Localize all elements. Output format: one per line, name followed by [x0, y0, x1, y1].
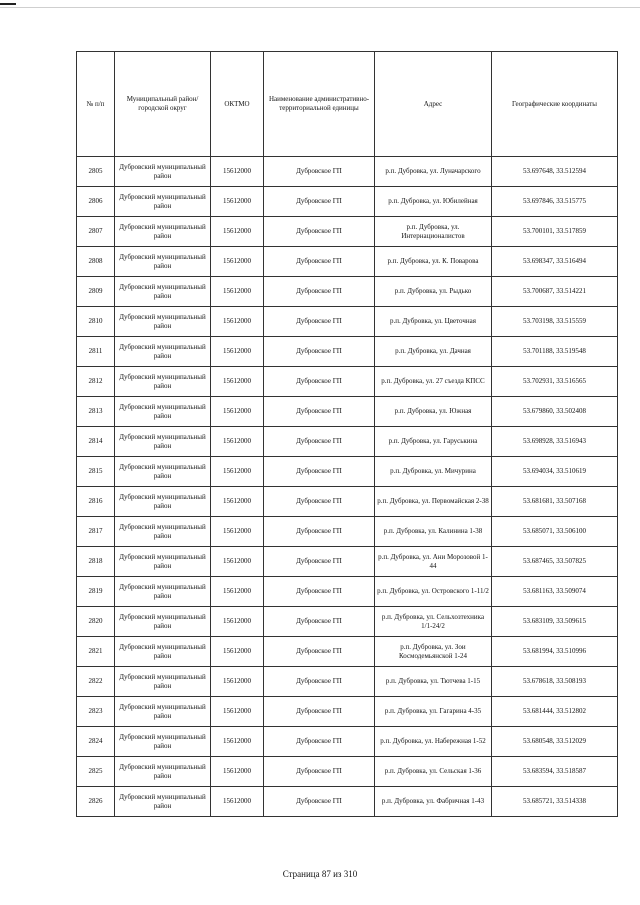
cell-coordinates: 53.685721, 33.514338	[492, 787, 618, 817]
cell-district: Дубровский муниципальный район	[115, 697, 211, 727]
cell-address: р.п. Дубровка, ул. Южная	[375, 397, 492, 427]
table-row	[77, 367, 618, 397]
table-row	[77, 457, 618, 487]
cell-oktmo: 15612000	[211, 277, 264, 307]
cell-row-number: 2826	[77, 787, 115, 817]
table-row	[77, 577, 618, 607]
cell-oktmo: 15612000	[211, 247, 264, 277]
cell-oktmo: 15612000	[211, 337, 264, 367]
cell-district: Дубровский муниципальный район	[115, 397, 211, 427]
cell-oktmo: 15612000	[211, 727, 264, 757]
cell-row-number: 2816	[77, 487, 115, 517]
cell-address: р.п. Дубровка, ул. Тютчева 1-15	[375, 667, 492, 697]
cell-district: Дубровский муниципальный район	[115, 547, 211, 577]
cell-oktmo: 15612000	[211, 457, 264, 487]
cell-address: р.п. Дубровка, ул. Сельхозтехника 1/1-24/2	[375, 607, 492, 637]
cell-admin-unit: Дубровское ГП	[264, 667, 375, 697]
cell-address: р.п. Дубровка, ул. Гагарина 4-35	[375, 697, 492, 727]
cell-district: Дубровский муниципальный район	[115, 607, 211, 637]
cell-oktmo: 15612000	[211, 637, 264, 667]
cell-address: р.п. Дубровка, ул. Мичурина	[375, 457, 492, 487]
cell-oktmo: 15612000	[211, 787, 264, 817]
cell-district: Дубровский муниципальный район	[115, 757, 211, 787]
cell-row-number: 2812	[77, 367, 115, 397]
cell-district: Дубровский муниципальный район	[115, 667, 211, 697]
page-number: Страница 87 из 310	[282, 869, 358, 879]
cell-district: Дубровский муниципальный район	[115, 337, 211, 367]
cell-coordinates: 53.679860, 33.502408	[492, 397, 618, 427]
cell-address: р.п. Дубровка, ул. Интернационалистов	[375, 217, 492, 247]
cell-oktmo: 15612000	[211, 157, 264, 187]
cell-row-number: 2821	[77, 637, 115, 667]
cell-row-number: 2811	[77, 337, 115, 367]
cell-row-number: 2809	[77, 277, 115, 307]
cell-address: р.п. Дубровка, ул. Юбилейная	[375, 187, 492, 217]
cell-row-number: 2817	[77, 517, 115, 547]
cell-oktmo: 15612000	[211, 307, 264, 337]
cell-coordinates: 53.681444, 33.512802	[492, 697, 618, 727]
cell-admin-unit: Дубровское ГП	[264, 277, 375, 307]
cell-row-number: 2824	[77, 727, 115, 757]
cell-admin-unit: Дубровское ГП	[264, 397, 375, 427]
cell-coordinates: 53.697846, 33.515775	[492, 187, 618, 217]
cell-address: р.п. Дубровка, ул. Калинина 1-38	[375, 517, 492, 547]
cell-row-number: 2805	[77, 157, 115, 187]
cell-admin-unit: Дубровское ГП	[264, 157, 375, 187]
cell-row-number: 2822	[77, 667, 115, 697]
cell-row-number: 2819	[77, 577, 115, 607]
cell-admin-unit: Дубровское ГП	[264, 487, 375, 517]
cell-district: Дубровский муниципальный район	[115, 487, 211, 517]
cell-address: р.п. Дубровка, ул. Дачная	[375, 337, 492, 367]
cell-coordinates: 53.681681, 33.507168	[492, 487, 618, 517]
cell-address: р.п. Дубровка, ул. 27 съезда КПСС	[375, 367, 492, 397]
header-number: № п/п	[77, 52, 115, 157]
cell-row-number: 2807	[77, 217, 115, 247]
header-district: Муниципальный район/городской округ	[115, 52, 211, 157]
cell-coordinates: 53.680548, 33.512029	[492, 727, 618, 757]
cell-coordinates: 53.698347, 33.516494	[492, 247, 618, 277]
cell-admin-unit: Дубровское ГП	[264, 517, 375, 547]
registry-table	[76, 51, 618, 817]
cell-district: Дубровский муниципальный район	[115, 787, 211, 817]
cell-address: р.п. Дубровка, ул. Островского 1-11/2	[375, 577, 492, 607]
cell-coordinates: 53.685071, 33.506100	[492, 517, 618, 547]
cell-coordinates: 53.700101, 33.517859	[492, 217, 618, 247]
cell-row-number: 2810	[77, 307, 115, 337]
table-row	[77, 247, 618, 277]
cell-district: Дубровский муниципальный район	[115, 577, 211, 607]
cell-admin-unit: Дубровское ГП	[264, 727, 375, 757]
cell-coordinates: 53.681163, 33.509074	[492, 577, 618, 607]
header-oktmo: ОКТМО	[211, 52, 264, 157]
cell-oktmo: 15612000	[211, 697, 264, 727]
cell-row-number: 2806	[77, 187, 115, 217]
cell-admin-unit: Дубровское ГП	[264, 247, 375, 277]
header-address: Адрес	[375, 52, 492, 157]
cell-coordinates: 53.702931, 33.516565	[492, 367, 618, 397]
corner-mark	[0, 3, 16, 5]
table-row	[77, 337, 618, 367]
cell-address: р.п. Дубровка, ул. Рыдько	[375, 277, 492, 307]
table-row	[77, 187, 618, 217]
cell-district: Дубровский муниципальный район	[115, 307, 211, 337]
cell-oktmo: 15612000	[211, 547, 264, 577]
cell-admin-unit: Дубровское ГП	[264, 217, 375, 247]
cell-address: р.п. Дубровка, ул. Набережная 1-52	[375, 727, 492, 757]
table-row	[77, 157, 618, 187]
cell-oktmo: 15612000	[211, 487, 264, 517]
cell-admin-unit: Дубровское ГП	[264, 637, 375, 667]
cell-address: р.п. Дубровка, ул. Гаруськина	[375, 427, 492, 457]
cell-district: Дубровский муниципальный район	[115, 517, 211, 547]
table-row	[77, 517, 618, 547]
cell-district: Дубровский муниципальный район	[115, 637, 211, 667]
cell-row-number: 2813	[77, 397, 115, 427]
table-row	[77, 757, 618, 787]
cell-oktmo: 15612000	[211, 577, 264, 607]
cell-row-number: 2808	[77, 247, 115, 277]
table-row	[77, 787, 618, 817]
cell-district: Дубровский муниципальный район	[115, 457, 211, 487]
table-header-row	[77, 52, 618, 157]
cell-oktmo: 15612000	[211, 667, 264, 697]
cell-coordinates: 53.683594, 33.518587	[492, 757, 618, 787]
table-row	[77, 307, 618, 337]
cell-oktmo: 15612000	[211, 757, 264, 787]
cell-oktmo: 15612000	[211, 217, 264, 247]
cell-admin-unit: Дубровское ГП	[264, 457, 375, 487]
cell-district: Дубровский муниципальный район	[115, 157, 211, 187]
cell-oktmo: 15612000	[211, 397, 264, 427]
table-row	[77, 637, 618, 667]
cell-admin-unit: Дубровское ГП	[264, 787, 375, 817]
cell-coordinates: 53.698928, 33.516943	[492, 427, 618, 457]
cell-coordinates: 53.694034, 33.510619	[492, 457, 618, 487]
table-row	[77, 547, 618, 577]
cell-row-number: 2814	[77, 427, 115, 457]
cell-admin-unit: Дубровское ГП	[264, 577, 375, 607]
table-row	[77, 697, 618, 727]
cell-coordinates: 53.697648, 33.512594	[492, 157, 618, 187]
table-row	[77, 727, 618, 757]
cell-district: Дубровский муниципальный район	[115, 367, 211, 397]
cell-coordinates: 53.683109, 33.509615	[492, 607, 618, 637]
cell-oktmo: 15612000	[211, 427, 264, 457]
cell-address: р.п. Дубровка, ул. Сельская 1-36	[375, 757, 492, 787]
cell-admin-unit: Дубровское ГП	[264, 427, 375, 457]
cell-coordinates: 53.703198, 33.515559	[492, 307, 618, 337]
header-coordinates: Географические координаты	[492, 52, 618, 157]
table-body	[77, 157, 618, 817]
table-row	[77, 427, 618, 457]
cell-admin-unit: Дубровское ГП	[264, 367, 375, 397]
table-row	[77, 217, 618, 247]
cell-district: Дубровский муниципальный район	[115, 187, 211, 217]
cell-district: Дубровский муниципальный район	[115, 427, 211, 457]
cell-admin-unit: Дубровское ГП	[264, 307, 375, 337]
table-row	[77, 397, 618, 427]
cell-row-number: 2823	[77, 697, 115, 727]
cell-row-number: 2818	[77, 547, 115, 577]
cell-district: Дубровский муниципальный район	[115, 727, 211, 757]
cell-coordinates: 53.681994, 33.510996	[492, 637, 618, 667]
cell-admin-unit: Дубровское ГП	[264, 607, 375, 637]
top-rule	[0, 7, 640, 8]
cell-district: Дубровский муниципальный район	[115, 217, 211, 247]
table-row	[77, 607, 618, 637]
cell-coordinates: 53.700687, 33.514221	[492, 277, 618, 307]
cell-coordinates: 53.678618, 33.508193	[492, 667, 618, 697]
cell-address: р.п. Дубровка, ул. Зои Космодемьянской 1-24	[375, 637, 492, 667]
cell-oktmo: 15612000	[211, 607, 264, 637]
header-unit: Наименование административно-территориальной единицы	[264, 52, 375, 157]
cell-coordinates: 53.687465, 33.507825	[492, 547, 618, 577]
cell-oktmo: 15612000	[211, 517, 264, 547]
cell-address: р.п. Дубровка, ул. Цветочная	[375, 307, 492, 337]
cell-row-number: 2820	[77, 607, 115, 637]
cell-row-number: 2815	[77, 457, 115, 487]
cell-address: р.п. Дубровка, ул. Фабричная 1-43	[375, 787, 492, 817]
cell-address: р.п. Дубровка, ул. Первомайская 2-38	[375, 487, 492, 517]
cell-address: р.п. Дубровка, ул. Луначарского	[375, 157, 492, 187]
cell-admin-unit: Дубровское ГП	[264, 547, 375, 577]
table-row	[77, 487, 618, 517]
cell-row-number: 2825	[77, 757, 115, 787]
cell-district: Дубровский муниципальный район	[115, 277, 211, 307]
cell-oktmo: 15612000	[211, 187, 264, 217]
table-row	[77, 667, 618, 697]
cell-admin-unit: Дубровское ГП	[264, 757, 375, 787]
cell-oktmo: 15612000	[211, 367, 264, 397]
cell-admin-unit: Дубровское ГП	[264, 187, 375, 217]
cell-address: р.п. Дубровка, ул. К. Поварова	[375, 247, 492, 277]
cell-address: р.п. Дубровка, ул. Ани Морозовой 1-44	[375, 547, 492, 577]
cell-coordinates: 53.701188, 33.519548	[492, 337, 618, 367]
table-row	[77, 277, 618, 307]
cell-admin-unit: Дубровское ГП	[264, 697, 375, 727]
cell-district: Дубровский муниципальный район	[115, 247, 211, 277]
cell-admin-unit: Дубровское ГП	[264, 337, 375, 367]
